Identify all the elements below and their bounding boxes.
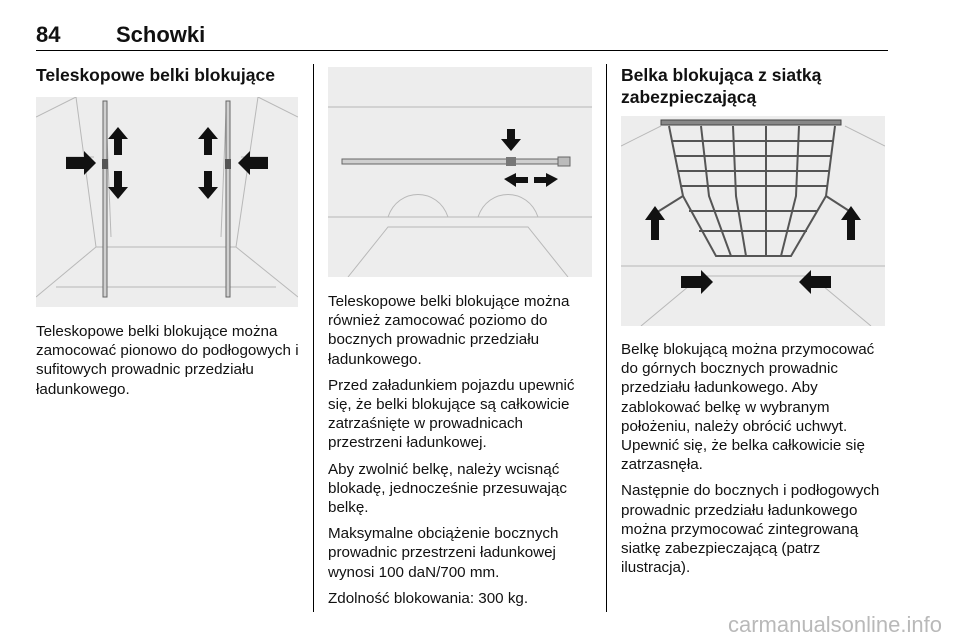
paragraph: Belkę blokującą można przymocować do górnych bocznych prowadnic przedziału ładunkowego. Aby zablokować belkę w wybranym położeniu, należy obrócić uchwyt. Upewnić się, że belka całkowicie się zatrzasnęła.: [621, 341, 875, 474]
horizontal-beam-illustration: [328, 67, 592, 277]
column-divider: [606, 64, 607, 612]
paragraph: Przed załadunkiem pojazdu upewnić się, że belki blokujące są całkowicie zatrzaśnięte w prowadnicach przestrzeni ładunkowej.: [328, 376, 575, 452]
paragraph: Maksymalne obciążenie bocznych prowadnic przestrzeni ładunkowej wynosi 100 daN/700 mm.: [328, 525, 559, 581]
paragraph: Aby zwolnić belkę, należy wcisnąć blokadę, jednocześnie przesuwając belkę.: [328, 460, 567, 517]
section-title: Schowki: [116, 22, 206, 47]
left-body: [36, 322, 302, 406]
paragraph: Teleskopowe belki blokujące można zamocować pionowo do podłogowych i sufitowych prowadnic przedziału ładunkowego.: [36, 323, 299, 398]
paragraph: Zdolność blokowania: 300 kg.: [328, 589, 529, 607]
middle-body: [328, 292, 594, 615]
watermark: carmanualsonline.info: [727, 612, 942, 637]
section-heading: Teleskopowe belki blokujące: [36, 65, 275, 85]
safety-net-illustration: [621, 116, 885, 326]
vertical-beams-illustration: [36, 97, 298, 307]
header-divider: [36, 50, 888, 51]
column-divider: [313, 64, 314, 612]
right-column: [621, 64, 887, 108]
paragraph: Teleskopowe belki blokujące można również zamocować poziomo do bocznych prowadnic przedziału ładunkowego.: [328, 293, 570, 368]
paragraph: Następnie do bocznych i podłogowych prowadnic przedziału ładunkowego można przymocować zintegrowaną siatkę zabezpieczającą (patrz ilustracja).: [621, 482, 880, 577]
page-number: 84: [36, 22, 61, 47]
page-header: [36, 22, 888, 52]
left-column: [36, 64, 298, 86]
right-body: [621, 340, 891, 584]
section-heading: Belka blokująca z siatką zabezpieczającą: [621, 65, 822, 107]
